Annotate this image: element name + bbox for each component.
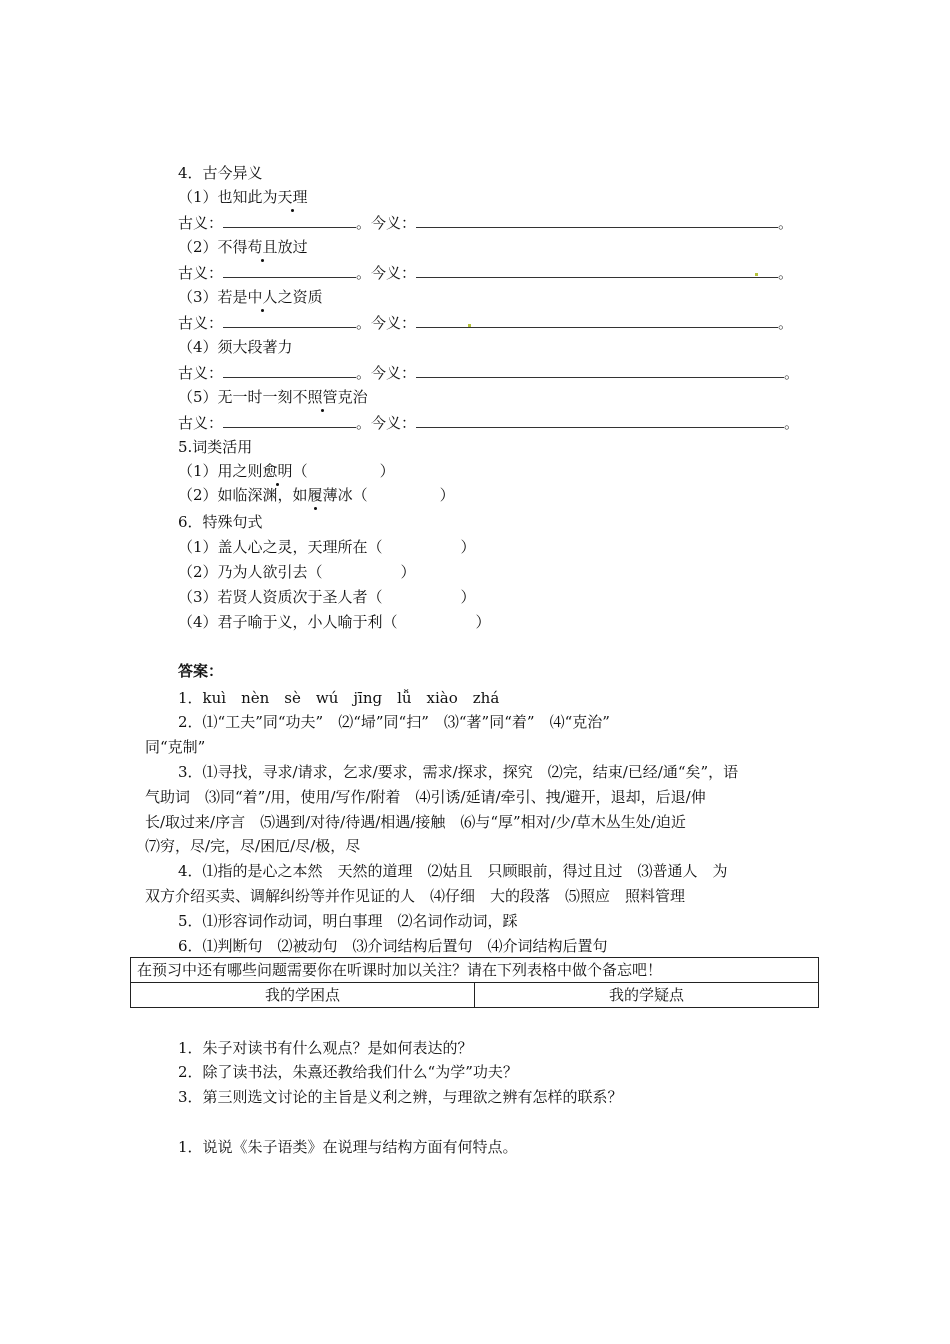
close-paren: ） <box>460 588 476 606</box>
answer-6: 6．⑴判断句 ⑵被动句 ⑶介词结构后置句 ⑷介词结构后置句 <box>178 937 608 955</box>
gu-label: 古义： <box>178 214 224 232</box>
answers-heading: 答案： <box>178 662 224 680</box>
stray-mark <box>468 324 471 327</box>
item-text: （2）乃为人欲引去（ <box>178 563 323 581</box>
memo-prompt: 在预习中还有哪些问题需要你在听课时加以关注？请在下列表格中做个备忘吧！ <box>131 958 819 983</box>
memo-prompt-row <box>131 958 819 983</box>
dotted-word: 愈明 <box>262 462 293 480</box>
section4-heading: 4．古今异义 <box>178 164 263 182</box>
gujin-answer-row-1 <box>178 213 793 233</box>
gu-label: 古义： <box>178 364 224 382</box>
huoyong-item-2 <box>178 485 455 505</box>
question-2: 2．除了读书法，朱熹还教给我们什么“为学”功夫？ <box>178 1063 518 1081</box>
answer-5: 5．⑴形容词作动词，明白事理 ⑵名词作动词，踩 <box>178 912 518 930</box>
stray-mark <box>755 273 758 276</box>
answer-2-line-1: 2．⑴“工夫”同“功夫” ⑵“埽”同“扫” ⑶“著”同“着” ⑷“克治” <box>178 713 610 731</box>
gu-blank[interactable] <box>223 313 356 328</box>
gujin-answer-row-5 <box>178 413 799 433</box>
item-text: （1）用之则 <box>178 462 263 480</box>
answer-2-line-2: 同“克制” <box>145 738 206 756</box>
item-text: 克治 <box>337 388 368 406</box>
question-1: 1．朱子对读书有什么观点？是如何表达的？ <box>178 1039 473 1057</box>
answer-1: 1．kuì nèn sè wú jīnɡ lǚ xiào zhá <box>178 689 500 707</box>
question-3: 3．第三则选文讨论的主旨是义利之辨，与理欲之辨有怎样的联系？ <box>178 1088 623 1106</box>
dotted-word: 天理 <box>277 188 308 206</box>
item-text: （3）若贤人资质次于圣人者（ <box>178 588 383 606</box>
answer-4-line-1: 4．⑴指的是心之本然 天然的道理 ⑵姑且 只顾眼前，得过且过 ⑶普通人 为 <box>178 862 728 880</box>
answer-4-line-2: 双方介绍买卖、调解纠纷等并作见证的人 ⑷仔细 大的段落 ⑸照应 照料管理 <box>145 887 686 905</box>
jin-blank[interactable] <box>416 363 784 378</box>
jin-label: 。今义： <box>356 414 417 432</box>
close-paren: ） <box>439 486 455 504</box>
end-mark: 。 <box>778 264 794 282</box>
jin-blank[interactable] <box>416 263 778 278</box>
open-paren: （ <box>292 462 308 480</box>
jin-blank[interactable] <box>416 413 784 428</box>
section5-heading: 5.词类活用 <box>178 438 253 456</box>
item-text: 之资质 <box>277 288 323 306</box>
gujin-item-4 <box>178 337 293 357</box>
gujin-item-3 <box>178 287 323 307</box>
answer-3-line-1: 3．⑴寻找，寻求/请求，乞求/要求，需求/探求，探究 ⑵完，结束/已经/通“矣”，语 <box>178 763 739 781</box>
section6-heading: 6．特殊句式 <box>178 513 263 531</box>
gujin-item-5 <box>178 387 368 407</box>
item-text: （2）如临深渊，如 <box>178 486 308 504</box>
gu-blank[interactable] <box>223 263 356 278</box>
jin-blank[interactable] <box>416 213 778 228</box>
end-mark: 。 <box>784 364 800 382</box>
huoyong-item-1 <box>178 461 395 481</box>
gujin-item-1 <box>178 187 308 207</box>
open-paren: 薄冰（ <box>322 486 368 504</box>
gujin-answer-row-4 <box>178 363 799 383</box>
answer-3-line-4: ⑺穷，尽/完，尽/困厄/尽/极，尽 <box>145 837 361 855</box>
discussion-question: 1．说说《朱子语类》在说理与结构方面有何特点。 <box>178 1138 518 1156</box>
gu-label: 古义： <box>178 314 224 332</box>
gujin-answer-row-2 <box>178 263 793 283</box>
item-text: （2）不得 <box>178 238 248 256</box>
memo-col-doubts[interactable]: 我的学疑点 <box>475 983 819 1008</box>
jin-label: 。今义： <box>356 314 417 332</box>
jushi-item-2 <box>178 562 416 582</box>
jushi-item-1 <box>178 537 476 557</box>
gujin-item-2 <box>178 237 308 257</box>
dotted-word: 中人 <box>247 288 278 306</box>
jin-label: 。今义： <box>356 364 417 382</box>
item-text: （4）须大段著力 <box>178 338 293 356</box>
dotted-word: 苟且 <box>247 238 278 256</box>
item-text: 放过 <box>277 238 308 256</box>
jin-label: 。今义： <box>356 264 417 282</box>
end-mark: 。 <box>778 214 794 232</box>
jushi-item-3 <box>178 587 476 607</box>
dotted-word: 履 <box>307 486 323 504</box>
end-mark: 。 <box>784 414 800 432</box>
gujin-answer-row-3 <box>178 313 793 333</box>
item-text: （3）若是 <box>178 288 248 306</box>
close-paren: ） <box>400 563 416 581</box>
item-text: （1）也知此为 <box>178 188 278 206</box>
gu-label: 古义： <box>178 264 224 282</box>
gu-label: 古义： <box>178 414 224 432</box>
close-paren: ） <box>460 538 476 556</box>
close-paren: ） <box>379 462 395 480</box>
item-text: （4）君子喻于义，小人喻于利（ <box>178 613 398 631</box>
close-paren: ） <box>475 613 491 631</box>
dotted-word: 照管 <box>307 388 338 406</box>
jin-label: 。今义： <box>356 214 417 232</box>
memo-header-row <box>131 983 819 1008</box>
answer-3-line-3: 长/取过来/序言 ⑸遇到/对待/待遇/相遇/接触 ⑹与“厚”相对/少/草木丛生处/迫近 <box>145 813 686 831</box>
memo-table <box>130 957 819 1008</box>
end-mark: 。 <box>778 314 794 332</box>
item-text: （1）盖人心之灵，天理所在（ <box>178 538 383 556</box>
memo-col-difficulties[interactable]: 我的学困点 <box>131 983 475 1008</box>
item-text: （5）无一时一刻不 <box>178 388 308 406</box>
answer-3-line-2: 气助词 ⑶同“着”/用，使用/写作/附着 ⑷引诱/延请/牵引、拽/避开，退却，后退/伸 <box>145 788 706 806</box>
jushi-item-4 <box>178 612 491 632</box>
gu-blank[interactable] <box>223 363 356 378</box>
gu-blank[interactable] <box>223 213 356 228</box>
gu-blank[interactable] <box>223 413 356 428</box>
